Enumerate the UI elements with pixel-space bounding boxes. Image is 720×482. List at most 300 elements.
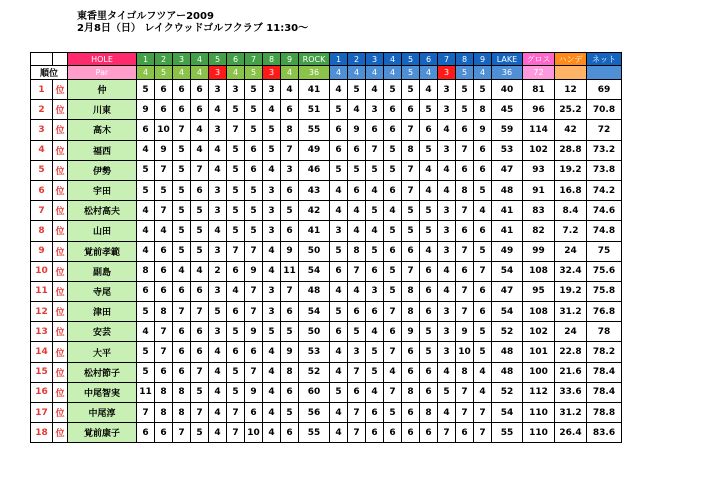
out-score-4: 7 [191,302,209,322]
out-score-1: 5 [137,362,155,382]
in-score-5: 6 [402,362,420,382]
in-score-9: 7 [474,423,492,443]
in-score-1: 4 [330,403,348,423]
out-total: 48 [299,281,330,301]
net-score: 75.6 [587,261,622,281]
in-score-9: 6 [474,281,492,301]
out-score-5: 4 [209,342,227,362]
rank-number: 5 [31,160,53,180]
out-score-9: 9 [281,241,299,261]
in-score-3: 6 [366,261,384,281]
out-score-2: 8 [155,382,173,402]
in-par-total: 36 [492,66,523,80]
net-score: 75 [587,241,622,261]
out-score-9: 6 [281,180,299,200]
out-par-9: 4 [281,66,299,80]
out-score-7: 6 [245,160,263,180]
in-score-7: 3 [438,100,456,120]
net-score: 78.8 [587,403,622,423]
in-score-9: 6 [474,140,492,160]
blank-cell [53,53,68,66]
in-total: 45 [492,100,523,120]
par-total: 72 [523,66,555,80]
out-score-8: 3 [263,180,281,200]
out-score-7: 7 [245,302,263,322]
out-total: 56 [299,403,330,423]
net-score: 74.6 [587,201,622,221]
in-score-7: 4 [438,281,456,301]
handicap: 24 [555,241,587,261]
out-total: 49 [299,140,330,160]
rank-suffix: 位 [53,302,68,322]
handicap: 26.4 [555,423,587,443]
out-score-7: 7 [245,362,263,382]
in-score-8: 7 [456,281,474,301]
gross-score: 100 [523,362,555,382]
player-row [31,180,622,200]
out-score-8: 3 [263,281,281,301]
in-par-5: 5 [402,66,420,80]
in-score-5: 5 [402,221,420,241]
in-par-6: 4 [420,66,438,80]
out-score-5: 4 [209,160,227,180]
out-score-6: 5 [227,221,245,241]
in-score-5: 6 [402,241,420,261]
in-score-7: 3 [438,342,456,362]
in-score-8: 6 [456,221,474,241]
in-total: 48 [492,342,523,362]
in-score-2: 6 [348,382,366,402]
in-score-4: 5 [384,281,402,301]
in-score-2: 4 [348,221,366,241]
in-score-5: 6 [402,100,420,120]
in-par-8: 5 [456,66,474,80]
handicap: 31.2 [555,403,587,423]
in-score-5: 6 [402,423,420,443]
out-score-7: 9 [245,322,263,342]
handicap: 7.2 [555,221,587,241]
rank-number: 4 [31,140,53,160]
in-score-6: 5 [420,221,438,241]
in-hole-4: 4 [384,53,402,66]
out-score-5: 4 [209,140,227,160]
out-score-1: 6 [137,120,155,140]
out-score-3: 5 [173,221,191,241]
handicap-par-blank [555,66,587,80]
out-hole-3: 3 [173,53,191,66]
out-total-label: ROCK [299,53,330,66]
out-score-6: 6 [227,302,245,322]
in-total: 52 [492,322,523,342]
rank-number: 13 [31,322,53,342]
out-score-6: 4 [227,281,245,301]
rank-suffix: 位 [53,362,68,382]
in-score-9: 5 [474,342,492,362]
out-score-1: 5 [137,80,155,100]
net-score: 78.4 [587,362,622,382]
in-score-5: 7 [402,180,420,200]
player-row [31,241,622,261]
out-score-4: 5 [191,201,209,221]
gross-score: 101 [523,342,555,362]
in-score-3: 5 [366,160,384,180]
player-name: 仲 [68,80,137,100]
net-score: 73.8 [587,160,622,180]
handicap: 24 [555,322,587,342]
out-score-8: 4 [263,382,281,402]
player-name: 伊勢 [68,160,137,180]
out-hole-1: 1 [137,53,155,66]
in-total: 53 [492,140,523,160]
rank-suffix: 位 [53,403,68,423]
handicap: 28.8 [555,140,587,160]
player-row [31,100,622,120]
in-hole-7: 7 [438,53,456,66]
out-score-7: 9 [245,261,263,281]
handicap: 21.6 [555,362,587,382]
in-score-4: 5 [384,160,402,180]
net-score: 69 [587,80,622,100]
out-score-6: 5 [227,322,245,342]
out-score-5: 4 [209,100,227,120]
in-score-1: 4 [330,423,348,443]
out-score-2: 6 [155,423,173,443]
player-row [31,221,622,241]
out-score-2: 8 [155,302,173,322]
out-score-3: 6 [173,342,191,362]
in-score-9: 7 [474,403,492,423]
out-score-7: 7 [245,281,263,301]
out-par-4: 4 [191,66,209,80]
gross-score: 99 [523,241,555,261]
in-score-3: 7 [366,140,384,160]
in-score-8: 7 [456,382,474,402]
out-total: 54 [299,261,330,281]
out-score-1: 7 [137,403,155,423]
out-score-2: 7 [155,342,173,362]
in-score-8: 7 [456,403,474,423]
in-total: 40 [492,80,523,100]
out-score-4: 5 [191,241,209,261]
out-score-4: 6 [191,180,209,200]
gross-score: 108 [523,302,555,322]
out-total: 50 [299,322,330,342]
rank-suffix: 位 [53,281,68,301]
out-score-8: 4 [263,100,281,120]
out-score-6: 5 [227,160,245,180]
gross-score: 110 [523,403,555,423]
out-score-1: 11 [137,382,155,402]
rank-suffix: 位 [53,221,68,241]
gross-score: 95 [523,281,555,301]
out-hole-2: 2 [155,53,173,66]
blank-cell [31,53,53,66]
in-score-9: 5 [474,80,492,100]
out-score-1: 8 [137,261,155,281]
player-name: 松村節子 [68,362,137,382]
in-score-5: 6 [402,342,420,362]
in-score-4: 5 [384,261,402,281]
out-score-7: 6 [245,342,263,362]
rank-number: 12 [31,302,53,322]
player-row [31,382,622,402]
net-score: 70.8 [587,100,622,120]
in-score-7: 3 [438,201,456,221]
in-score-5: 8 [402,140,420,160]
rank-suffix: 位 [53,241,68,261]
in-score-1: 4 [330,80,348,100]
out-score-4: 4 [191,261,209,281]
in-score-9: 7 [474,261,492,281]
out-score-4: 4 [191,120,209,140]
in-score-8: 6 [456,423,474,443]
out-score-9: 6 [281,100,299,120]
rank-suffix: 位 [53,423,68,443]
out-score-2: 6 [155,241,173,261]
out-score-3: 6 [173,80,191,100]
player-name: 中尾淳 [68,403,137,423]
player-row [31,120,622,140]
out-total: 55 [299,423,330,443]
out-par-7: 5 [245,66,263,80]
net-score: 83.6 [587,423,622,443]
handicap: 16.8 [555,180,587,200]
player-name: 大平 [68,342,137,362]
in-score-9: 8 [474,100,492,120]
out-score-4: 7 [191,160,209,180]
in-score-2: 3 [348,342,366,362]
in-score-5: 8 [402,382,420,402]
out-score-4: 7 [191,403,209,423]
in-score-5: 6 [402,403,420,423]
out-hole-4: 4 [191,53,209,66]
player-name: 宇田 [68,180,137,200]
in-score-6: 5 [420,140,438,160]
in-score-1: 6 [330,261,348,281]
in-score-2: 8 [348,241,366,261]
out-score-9: 6 [281,423,299,443]
out-score-4: 4 [191,140,209,160]
out-par-8: 3 [263,66,281,80]
out-score-1: 4 [137,241,155,261]
rank-suffix: 位 [53,342,68,362]
out-score-2: 6 [155,362,173,382]
in-score-9: 6 [474,160,492,180]
rank-number: 8 [31,221,53,241]
out-score-6: 5 [227,362,245,382]
net-score: 74.2 [587,180,622,200]
rank-suffix: 位 [53,120,68,140]
out-total: 51 [299,100,330,120]
out-score-2: 7 [155,201,173,221]
in-score-8: 8 [456,180,474,200]
out-hole-5: 5 [209,53,227,66]
in-score-2: 4 [348,281,366,301]
in-score-3: 6 [366,423,384,443]
in-score-8: 7 [456,140,474,160]
in-par-9: 4 [474,66,492,80]
out-score-8: 3 [263,80,281,100]
out-score-9: 7 [281,281,299,301]
in-score-6: 5 [420,201,438,221]
in-hole-1: 1 [330,53,348,66]
out-score-9: 8 [281,362,299,382]
rank-suffix: 位 [53,100,68,120]
out-score-2: 7 [155,322,173,342]
in-score-8: 5 [456,80,474,100]
rank-suffix: 位 [53,382,68,402]
player-name: 福西 [68,140,137,160]
in-score-5: 7 [402,160,420,180]
out-score-5: 3 [209,201,227,221]
out-score-7: 10 [245,423,263,443]
in-score-8: 6 [456,261,474,281]
in-score-8: 5 [456,100,474,120]
player-row [31,281,622,301]
gross-score: 108 [523,261,555,281]
in-score-9: 5 [474,180,492,200]
gross-score: 83 [523,201,555,221]
out-score-3: 7 [173,120,191,140]
net-label: ネット [587,53,622,66]
scorecard-body [31,53,622,443]
in-score-7: 3 [438,140,456,160]
handicap: 33.6 [555,382,587,402]
out-score-3: 4 [173,261,191,281]
in-score-1: 5 [330,302,348,322]
player-row [31,362,622,382]
out-par-1: 4 [137,66,155,80]
in-score-7: 4 [438,180,456,200]
in-score-7: 4 [438,362,456,382]
in-score-1: 3 [330,221,348,241]
out-score-4: 5 [191,382,209,402]
in-score-1: 6 [330,120,348,140]
out-hole-6: 6 [227,53,245,66]
out-score-3: 6 [173,281,191,301]
out-score-7: 6 [245,403,263,423]
in-score-2: 9 [348,120,366,140]
in-total: 54 [492,302,523,322]
out-score-9: 6 [281,382,299,402]
out-score-8: 3 [263,302,281,322]
out-score-8: 4 [263,261,281,281]
in-par-7: 3 [438,66,456,80]
in-score-6: 8 [420,403,438,423]
out-score-9: 4 [281,80,299,100]
out-score-2: 9 [155,140,173,160]
out-total: 43 [299,180,330,200]
in-score-3: 6 [366,403,384,423]
out-score-5: 4 [209,403,227,423]
out-score-6: 3 [227,80,245,100]
out-score-1: 5 [137,342,155,362]
in-score-8: 6 [456,120,474,140]
out-score-2: 5 [155,180,173,200]
out-score-9: 3 [281,160,299,180]
out-score-3: 8 [173,382,191,402]
net-score: 72 [587,120,622,140]
out-score-3: 7 [173,302,191,322]
in-par-4: 4 [384,66,402,80]
in-score-8: 7 [456,241,474,261]
out-score-4: 5 [191,423,209,443]
player-name: 津田 [68,302,137,322]
player-name: 副島 [68,261,137,281]
in-score-4: 4 [384,201,402,221]
out-score-7: 6 [245,140,263,160]
gross-score: 102 [523,322,555,342]
in-score-7: 3 [438,302,456,322]
in-score-2: 4 [348,201,366,221]
in-score-4: 6 [384,423,402,443]
in-score-6: 4 [420,80,438,100]
out-score-6: 5 [227,180,245,200]
net-score: 78.4 [587,382,622,402]
player-name: 安芸 [68,322,137,342]
out-score-1: 5 [137,180,155,200]
hole-header-row [31,53,622,66]
out-score-5: 2 [209,261,227,281]
in-score-4: 6 [384,120,402,140]
in-hole-5: 5 [402,53,420,66]
in-total: 41 [492,221,523,241]
player-row [31,140,622,160]
gross-score: 91 [523,180,555,200]
out-score-6: 6 [227,342,245,362]
handicap: 31.2 [555,302,587,322]
scorecard-table [30,52,622,443]
out-score-5: 4 [209,221,227,241]
handicap-label: ハンデ [555,53,587,66]
out-score-7: 5 [245,120,263,140]
out-score-6: 7 [227,120,245,140]
out-score-8: 5 [263,322,281,342]
out-score-9: 11 [281,261,299,281]
out-score-5: 4 [209,423,227,443]
in-total: 49 [492,241,523,261]
in-score-7: 3 [438,241,456,261]
out-score-6: 6 [227,261,245,281]
out-score-7: 9 [245,382,263,402]
rank-number: 2 [31,100,53,120]
in-total: 55 [492,423,523,443]
in-score-1: 5 [330,160,348,180]
out-score-6: 5 [227,140,245,160]
in-score-7: 4 [438,160,456,180]
in-total: 54 [492,403,523,423]
out-score-9: 6 [281,302,299,322]
handicap: 32.4 [555,261,587,281]
out-score-2: 6 [155,281,173,301]
in-score-4: 5 [384,140,402,160]
net-score: 78 [587,322,622,342]
in-total: 52 [492,382,523,402]
net-score: 73.2 [587,140,622,160]
out-total: 60 [299,382,330,402]
out-score-6: 5 [227,201,245,221]
in-score-7: 3 [438,322,456,342]
out-hole-9: 9 [281,53,299,66]
out-score-3: 5 [173,180,191,200]
out-total: 41 [299,80,330,100]
in-score-2: 6 [348,180,366,200]
out-score-2: 8 [155,403,173,423]
player-name: 高木 [68,120,137,140]
player-row [31,342,622,362]
in-score-7: 4 [438,120,456,140]
in-score-5: 8 [402,302,420,322]
